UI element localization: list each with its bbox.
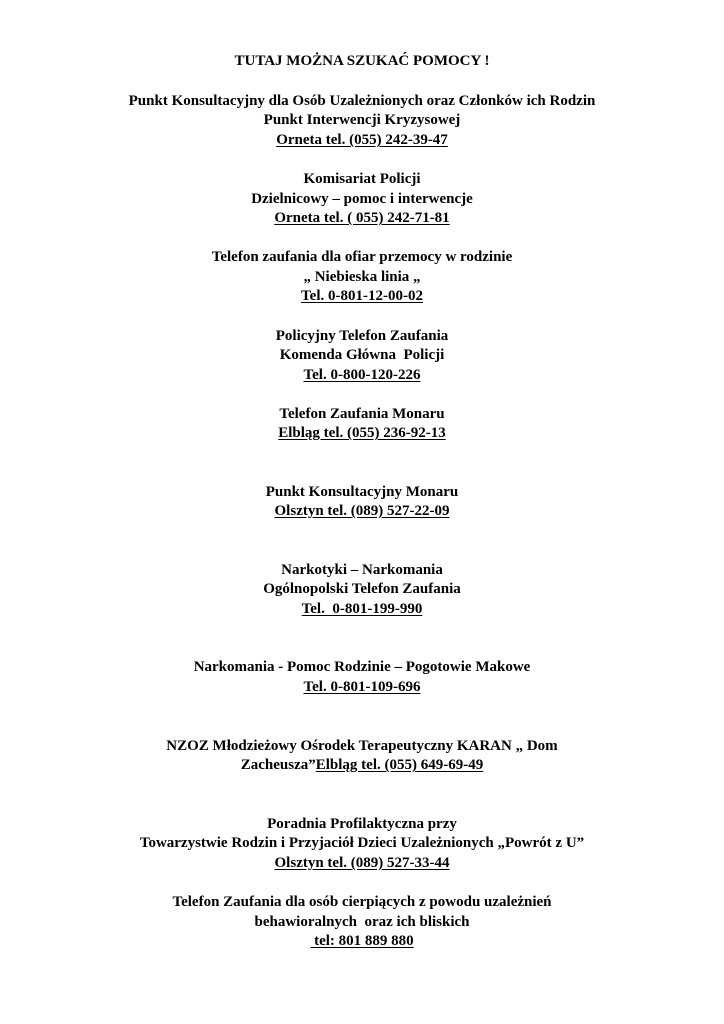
- entry-contact: Elbląg tel. (055) 236-92-13: [278, 425, 446, 441]
- entry-line: Narkomania - Pomoc Rodzinie – Pogotowie Makowe: [193, 659, 531, 675]
- entry-line: Dzielnicowy – pomoc i interwencje: [251, 191, 473, 207]
- entry-line: Narkotyki – Narkomania: [281, 562, 443, 578]
- entry-line: Punkt Interwencji Kryzysowej: [263, 112, 461, 128]
- entry-contact: Tel. 0-801-199-990: [301, 601, 423, 617]
- entry-line: „ Niebieska linia „: [303, 269, 421, 285]
- entry-line: Telefon Zaufania Monaru: [279, 406, 445, 422]
- entry-contact: Tel. 0-800-120-226: [303, 367, 421, 383]
- entry-contact: tel: 801 889 880: [310, 933, 414, 949]
- entry-line: Komisariat Policji: [303, 171, 421, 187]
- entry-line: behawioralnych oraz ich bliskich: [254, 914, 470, 930]
- entry-line: Telefon zaufania dla ofiar przemocy w rodzinie: [211, 249, 513, 265]
- page-title: TUTAJ MOŻNA SZUKAĆ POMOCY !: [234, 53, 490, 69]
- entry-contact: Tel. 0-801-12-00-02: [301, 288, 423, 304]
- entry-line: Towarzystwie Rodzin i Przyjaciół Dzieci Uzależnionych „Powrót z U”: [139, 835, 585, 851]
- entry-contact: Tel. 0-801-109-696: [303, 679, 421, 695]
- entry-contact: Olsztyn tel. (089) 527-22-09: [274, 503, 450, 519]
- entry-line: Policyjny Telefon Zaufania: [275, 328, 449, 344]
- entry-line: Punkt Konsultacyjny Monaru: [265, 484, 459, 500]
- entry-line: [0, 756, 724, 776]
- entry-inline-text: Zacheusza”: [240, 757, 316, 773]
- entry-contact: Elbląg tel. (055) 649-69-49: [315, 757, 484, 773]
- entry-line: Ogólnopolski Telefon Zaufania: [263, 581, 461, 597]
- entry-line: NZOZ Młodzieżowy Ośrodek Terapeutyczny KARAN „ Dom: [166, 738, 558, 754]
- entry-contact: Orneta tel. (055) 242-39-47: [276, 132, 448, 148]
- entry-contact: Olsztyn tel. (089) 527-33-44: [274, 855, 450, 871]
- entry-line: Komenda Główna Policji: [279, 347, 445, 363]
- entry-line: Punkt Konsultacyjny dla Osób Uzależnionych oraz Członków ich Rodzin: [128, 93, 596, 109]
- entry-line: Telefon Zaufania dla osób cierpiących z powodu uzależnień: [172, 894, 552, 910]
- entry-line: Poradnia Profilaktyczna przy: [267, 816, 457, 832]
- entry-contact: Orneta tel. ( 055) 242-71-81: [274, 210, 450, 226]
